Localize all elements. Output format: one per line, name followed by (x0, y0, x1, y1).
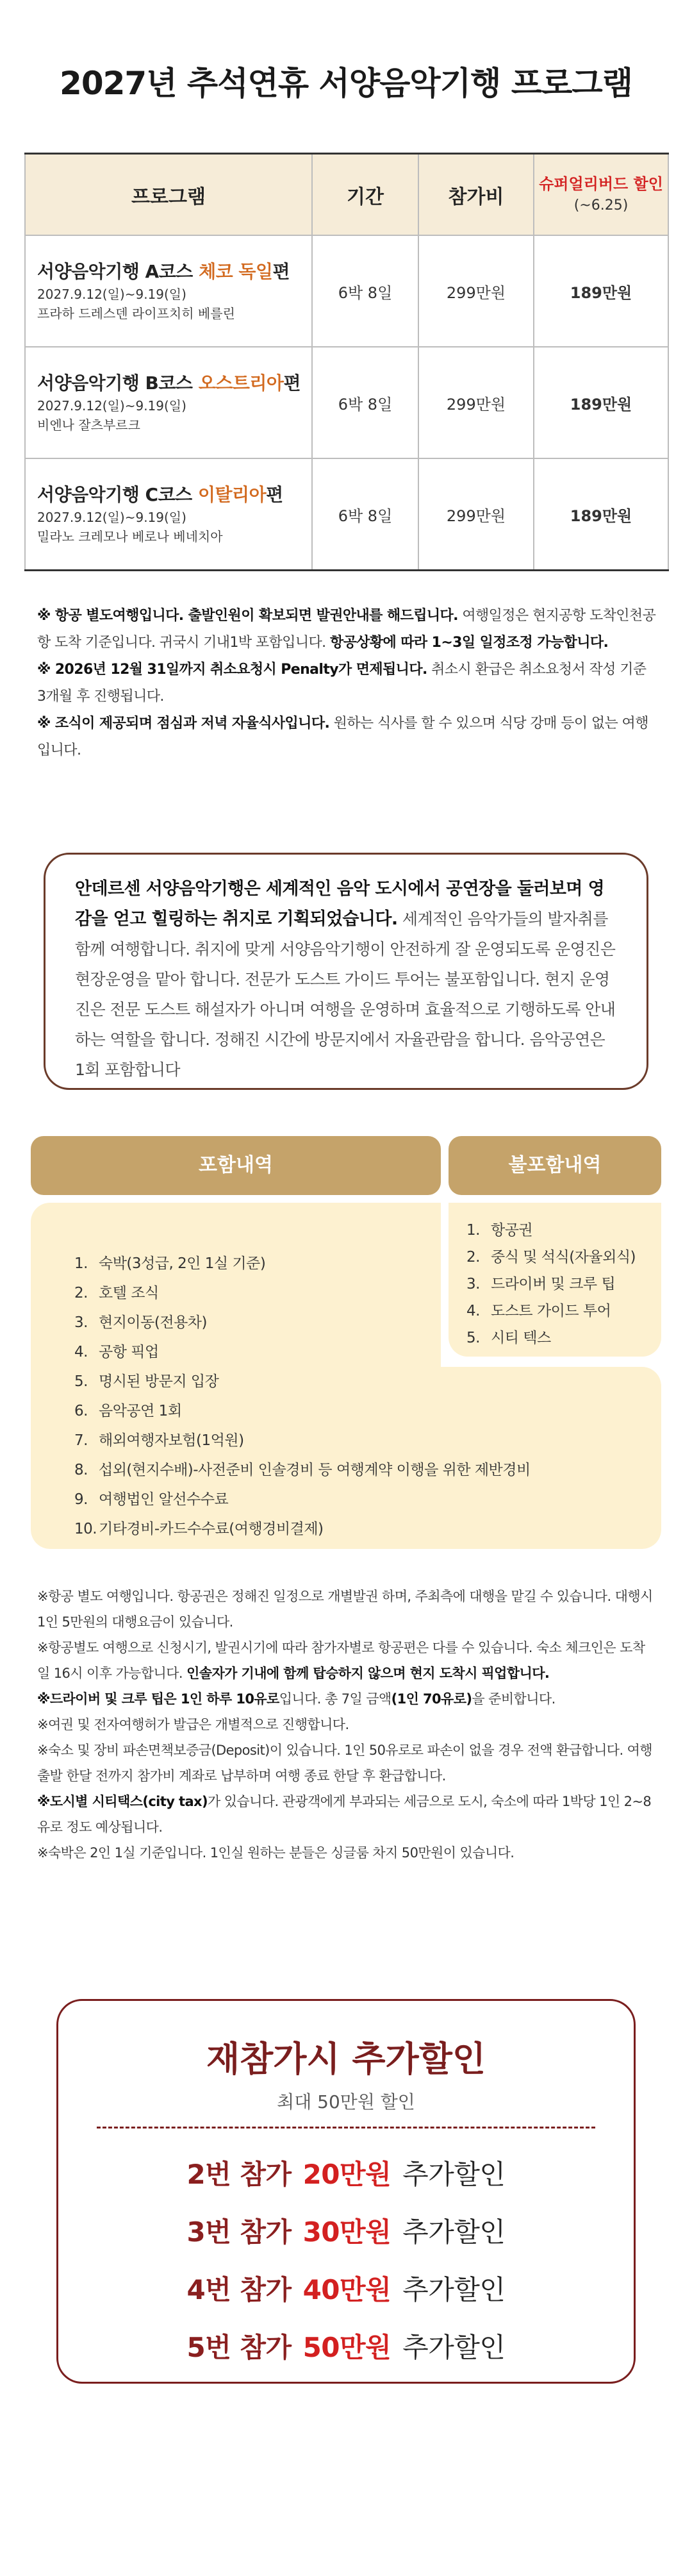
header-period: 기간 (312, 154, 418, 236)
note-meal-text: 원하는 식사를 할 수 있으며 식당 강매 등이 없는 여행입니다. (37, 715, 648, 758)
fee-cell: 299만원 (418, 235, 534, 347)
table-row (25, 458, 668, 571)
rejoin-discount-box (56, 1999, 636, 2384)
list-item (74, 1308, 531, 1337)
table-row (25, 347, 668, 458)
discount-tail: 추가할인 (402, 2159, 506, 2190)
note-tips-total: (1인 70유로) (391, 1691, 472, 1707)
program-name (37, 259, 311, 285)
intro-text: 세계적인 음악가들의 발자취를 함께 여행합니다. 취지에 맞게 서양음악기행이 안전하게 잘 운영되도록 운영진은 현장운영을 맡아 합니다. 전문가 도스트 가이드 투어는 불포함입니다. 현지 운영진은 전문 도스트 해설자가 아니며 여행을 운영하며 효율적으로 기행하도록 안내하는 역할을 합니다. 정해진 시간에 방문지에서 자율관람을 합니다. 음악공연은 1회 포함합니다 (75, 910, 616, 1079)
note-passport: ※여권 및 전자여행허가 발급은 개별적으로 진행합니다. (37, 1717, 349, 1732)
sale-price-cell: 189만원 (534, 235, 668, 347)
note-cancel-text: 취소시 환급은 취소요청서 작성 기준 3개월 후 진행됩니다. (37, 662, 647, 705)
list-number: 5. (74, 1373, 88, 1390)
notes-section (37, 603, 657, 764)
exclude-header: 불포함내역 (449, 1136, 661, 1195)
note-checkin-bold: 인솔자가 기내에 함께 탑승하지 않으며 현지 도착시 픽업합니다. (186, 1666, 550, 1681)
list-number: 1. (74, 1255, 88, 1272)
program-table (24, 153, 669, 571)
note-tips-text-2: 을 준비합니다. (472, 1691, 556, 1707)
program-cities: 비엔나 잘츠부르크 (37, 417, 140, 433)
discount-label: 3번 참가 (186, 2216, 292, 2248)
note-tips-bold: ※드라이버 및 크루 팁은 1인 하루 10유로 (37, 1691, 279, 1707)
note-flight-bold-2: 항공상황에 따라 1~3일 일정조정 가능합니다. (329, 635, 609, 651)
program-dates: 2027.9.12(일)~9.19(일) (37, 287, 186, 302)
dashed-divider (97, 2127, 595, 2129)
list-number: 1. (466, 1222, 480, 1239)
program-name-suffix: 편 (272, 261, 290, 282)
discount-label: 4번 참가 (186, 2274, 292, 2305)
list-number: 3. (74, 1314, 88, 1331)
program-name-suffix: 편 (283, 372, 301, 394)
list-item (74, 1396, 531, 1426)
page-title: 2027년 추석연휴 서양음악기행 프로그램 (60, 65, 632, 102)
program-name-country: 체코 독일 (199, 261, 273, 282)
program-dates: 2027.9.12(일)~9.19(일) (37, 398, 186, 414)
list-text: 여행법인 알선수수료 (99, 1491, 229, 1508)
table-row (25, 235, 668, 347)
program-name-prefix: 서양음악기행 B코스 (37, 372, 199, 394)
list-item (74, 1278, 531, 1308)
discount-tail: 추가할인 (402, 2274, 506, 2305)
list-item (74, 1426, 531, 1455)
list-text: 현지이동(전용차) (99, 1314, 207, 1331)
note-meal-bold: ※ 조식이 제공되며 점심과 저녁 자율식사입니다. (37, 715, 330, 732)
list-text: 도스트 가이드 투어 (491, 1303, 611, 1319)
list-number: 10. (74, 1521, 97, 1537)
discount-label: 5번 참가 (186, 2332, 292, 2363)
note-city-tax (37, 1789, 657, 1840)
include-header: 포함내역 (31, 1136, 441, 1195)
list-item (74, 1514, 531, 1544)
fee-cell: 299만원 (418, 458, 534, 571)
discount-amount: 20만원 (302, 2159, 391, 2190)
list-number: 9. (74, 1491, 88, 1508)
discount-row (58, 2154, 634, 2192)
note-city-tax-text: 가 있습니다. 관광객에게 부과되는 세금으로 도시, 숙소에 따라 1박당 1인 2~8유로 정도 예상됩니다. (37, 1794, 652, 1835)
list-text: 기타경비-카드수수료(여행경비결제) (99, 1521, 324, 1537)
list-number: 7. (74, 1432, 88, 1449)
note-ticket-agency: ※항공 별도 여행입니다. 항공권은 정해진 일정으로 개별발권 하며, 주최측에 대행을 맡길 수 있습니다. 대행시 1인 5만원의 대행요금이 있습니다. (37, 1589, 653, 1630)
sale-price-cell: 189만원 (534, 458, 668, 571)
additional-notes (37, 1584, 657, 1866)
list-number: 4. (466, 1303, 480, 1319)
note-checkin (37, 1635, 657, 1686)
list-item (74, 1367, 531, 1396)
program-name-prefix: 서양음악기행 C코스 (37, 484, 198, 505)
list-item (466, 1325, 636, 1351)
note-tips (37, 1686, 657, 1712)
note-single-room: ※숙박은 2인 1실 기준입니다. 1인실 원하는 분들은 싱글룸 차지 50만원이 있습니다. (37, 1845, 515, 1861)
list-item (74, 1455, 531, 1485)
header-super-early-date: (~6.25) (573, 197, 629, 213)
intro-box (44, 853, 648, 1090)
list-number: 8. (74, 1462, 88, 1478)
list-text: 시티 텍스 (491, 1330, 551, 1346)
program-cell (25, 347, 312, 458)
list-number: 5. (466, 1330, 480, 1346)
period-cell: 6박 8일 (312, 235, 418, 347)
program-cities: 밀라노 크레모나 베로나 베네치아 (37, 529, 223, 544)
list-text: 항공권 (491, 1222, 533, 1239)
program-name-country: 오스트리아 (198, 372, 284, 394)
program-name-country: 이탈리아 (197, 484, 267, 505)
period-cell: 6박 8일 (312, 347, 418, 458)
header-fee: 참가비 (418, 154, 534, 236)
list-text: 음악공연 1회 (99, 1403, 182, 1419)
list-text: 해외여행자보험(1억원) (99, 1432, 244, 1449)
discount-amount: 40만원 (302, 2274, 391, 2305)
note-cancel (37, 657, 657, 710)
fee-cell: 299만원 (418, 347, 534, 458)
discount-title: 재참가시 추가할인 (206, 2039, 486, 2079)
exclude-list (466, 1217, 636, 1351)
program-name (37, 371, 311, 396)
list-item (74, 1249, 531, 1278)
note-flight-text: 여행일정은 현지공항 도착인천공항 도착 기준입니다. 귀국시 기내1박 포함입니다. (37, 608, 656, 651)
sale-price-cell: 189만원 (534, 347, 668, 458)
list-text: 섭외(현지수배)-사전준비 인솔경비 등 여행계약 이행을 위한 제반경비 (99, 1462, 531, 1478)
discount-tail: 추가할인 (402, 2332, 506, 2363)
header-program: 프로그램 (25, 154, 312, 236)
note-city-tax-bold: ※도시별 시티택스(city tax) (37, 1794, 208, 1809)
list-text: 중식 및 석식(자율외식) (491, 1249, 636, 1266)
note-flight-bold: ※ 항공 별도여행입니다. 출발인원이 확보되면 발권안내를 해드립니다. (37, 608, 458, 624)
list-number: 4. (74, 1344, 88, 1360)
program-name (37, 482, 311, 508)
list-item (74, 1485, 531, 1514)
program-cell (25, 458, 312, 571)
program-name-suffix: 편 (266, 484, 283, 505)
discount-label: 2번 참가 (186, 2159, 292, 2190)
note-meal (37, 710, 657, 764)
program-dates: 2027.9.12(일)~9.19(일) (37, 510, 186, 525)
note-deposit: ※숙소 및 장비 파손면책보증금(Deposit)이 있습니다. 1인 50유로로 파손이 없을 경우 전액 환급합니다. 여행 출발 한달 전까지 참가비 계좌로 납부하며 여행 종료 한달 후 환급합니다. (37, 1743, 652, 1784)
discount-row (58, 2327, 634, 2365)
note-checkin-text: ※항공별도 여행으로 신청시기, 발권시기에 따라 참가자별로 항공편은 다를 수 있습니다. 숙소 체크인은 도착일 16시 이후 가능합니다. (37, 1640, 645, 1681)
list-item (466, 1244, 636, 1271)
note-flight (37, 603, 657, 657)
period-cell: 6박 8일 (312, 458, 418, 571)
list-text: 공항 픽업 (99, 1344, 159, 1360)
intro-headline: 안데르센 서양음악기행은 세계적인 음악 도시에서 공연장을 둘러보며 영감을 얻고 힐링하는 취지로 기획되었습니다. (75, 879, 605, 929)
discount-subtitle: 최대 50만원 할인 (277, 2091, 415, 2112)
program-cities: 프라하 드레스덴 라이프치히 베를린 (37, 306, 235, 321)
discount-row (58, 2269, 634, 2307)
list-item (74, 1337, 531, 1367)
program-name-prefix: 서양음악기행 A코스 (37, 261, 199, 282)
list-number: 3. (466, 1276, 480, 1292)
list-number: 2. (74, 1285, 88, 1301)
list-item (466, 1271, 636, 1298)
note-cancel-bold: ※ 2026년 12월 31일까지 취소요청시 Penalty가 면제됩니다. (37, 662, 427, 678)
list-item (466, 1217, 636, 1244)
list-text: 명시된 방문지 입장 (99, 1373, 219, 1390)
note-tips-text: 입니다. 총 7일 금액 (279, 1691, 391, 1707)
discount-amount: 50만원 (302, 2332, 391, 2363)
header-super-early-label: 슈퍼얼리버드 할인 (539, 174, 663, 193)
discount-amount: 30만원 (302, 2216, 391, 2248)
list-text: 호텔 조식 (99, 1285, 159, 1301)
discount-tail: 추가할인 (402, 2216, 506, 2248)
list-text: 숙박(3성급, 2인 1실 기준) (99, 1255, 266, 1272)
header-super-early (534, 154, 668, 236)
list-item (466, 1298, 636, 1325)
list-number: 2. (466, 1249, 480, 1266)
discount-row (58, 2211, 634, 2250)
program-cell (25, 235, 312, 347)
include-list (74, 1249, 531, 1544)
list-text: 드라이버 및 크루 팁 (491, 1276, 616, 1292)
list-number: 6. (74, 1403, 88, 1419)
